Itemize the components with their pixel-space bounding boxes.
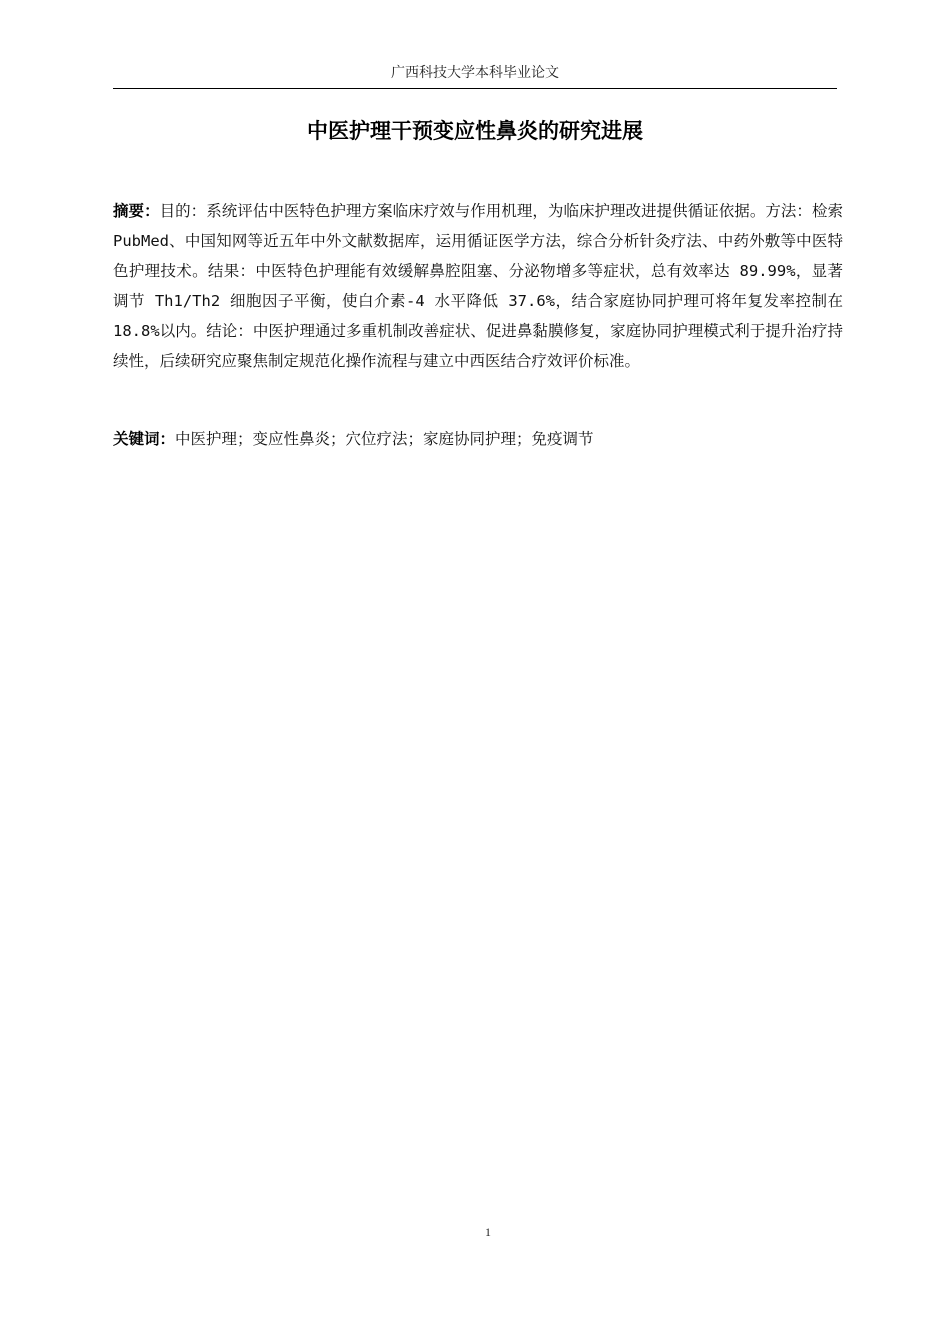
running-header: 广西科技大学本科毕业论文	[391, 65, 559, 81]
page-number: 1	[485, 1225, 491, 1239]
abstract-label: 摘要：	[113, 202, 160, 220]
keywords-label: 关键词：	[113, 430, 176, 448]
keywords-section	[113, 424, 843, 454]
paper-title: 中医护理干预变应性鼻炎的研究进展	[307, 119, 643, 143]
abstract-text: 目的：系统评估中医特色护理方案临床疗效与作用机理，为临床护理改进提供循证依据。方法：检索 PubMed、中国知网等近五年中外文献数据库，运用循证医学方法，综合分析针灸疗法、中药外敷等中医特色护理技术。结果：中医特色护理能有效缓解鼻腔阻塞、分泌物增多等症状，总有效率达 89.99%，显著调节 Th1/Th2 细胞因子平衡，使白介素-4 水平降低 37.6%，结合家庭协同护理可将年复发率控制在 18.8%以内。结论：中医护理通过多重机制改善症状、促进鼻黏膜修复，家庭协同护理模式利于提升治疗持续性，后续研究应聚焦制定规范化操作流程与建立中西医结合疗效评价标准。	[113, 202, 843, 370]
header-rule	[113, 88, 837, 89]
keywords-text: 中医护理；变应性鼻炎；穴位疗法；家庭协同护理；免疫调节	[175, 430, 594, 448]
abstract-section	[113, 196, 843, 376]
